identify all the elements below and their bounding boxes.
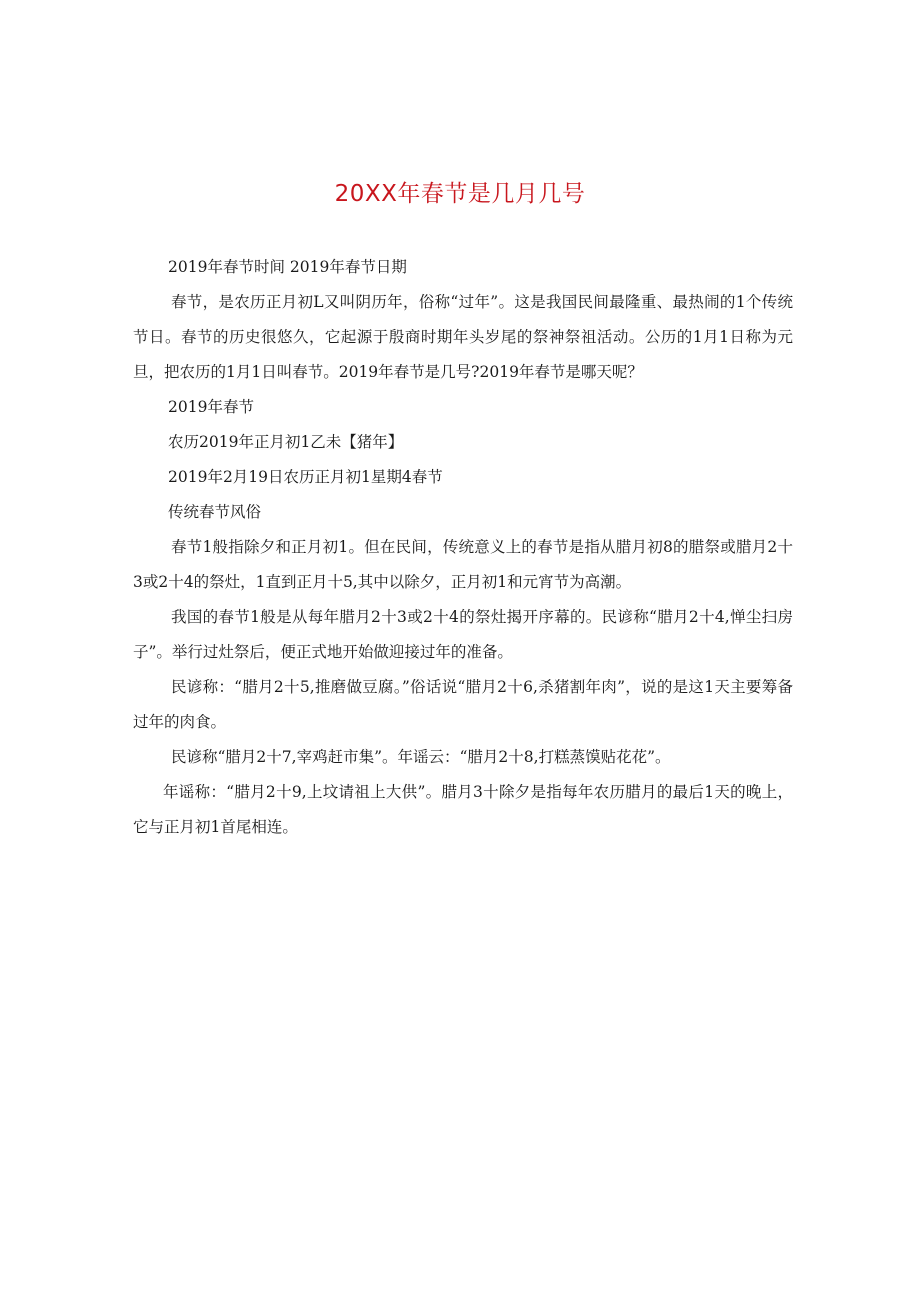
paragraph-customs-4: 民谚称“腊月2十7,宰鸡赶市集”。年谣云：“腊月2十8,打糕蒸馍贴花花”。 — [171, 748, 671, 766]
paragraph-customs-2: 我国的春节1般是从每年腊月2十3或2十4的祭灶揭开序幕的。民谚称“腊月2十4,惮尘扫房子”。举行过灶祭后，便正式地开始做迎接过年的准备。 — [133, 608, 793, 661]
paragraph-solar-date: 2019年2月19日农历正月初1星期4春节 — [168, 468, 443, 486]
document-title: 20XX年春节是几月几号 — [334, 181, 586, 207]
paragraph-customs-5: 年谣称：“腊月2十9,上坟请祖上大供”。腊月3十除夕是指每年农历腊月的最后1天的晚上，它与正月初1首尾相连。 — [133, 783, 793, 836]
paragraph-subtitle: 2019年春节时间 2019年春节日期 — [168, 258, 407, 276]
paragraph-intro: 春节，是农历正月初L又叫阴历年，俗称“过年”。这是我国民间最隆重、最热闹的1个传统节日。春节的历史很悠久，它起源于殷商时期年头岁尾的祭神祭祖活动。公历的1月1日称为元旦，把农历的1月1日叫春节。2019年春节是几号?2019年春节是哪天呢？ — [133, 293, 793, 381]
paragraph-year-heading: 2019年春节 — [168, 398, 254, 416]
paragraph-customs-heading: 传统春节风俗 — [168, 503, 262, 521]
paragraph-customs-1: 春节1般指除夕和正月初1。但在民间，传统意义上的春节是指从腊月初8的腊祭或腊月2十3或2十4的祭灶，1直到正月十5,其中以除夕，正月初1和元宵节为高潮。 — [133, 538, 793, 591]
document-body — [133, 250, 793, 845]
paragraph-lunar-date: 农历2019年正月初1乙未【猪年】 — [168, 433, 404, 451]
paragraph-customs-3: 民谚称：“腊月2十5,推磨做豆腐。”俗话说“腊月2十6,杀猪割年肉”，说的是这1天主要筹备过年的肉食。 — [133, 678, 793, 731]
